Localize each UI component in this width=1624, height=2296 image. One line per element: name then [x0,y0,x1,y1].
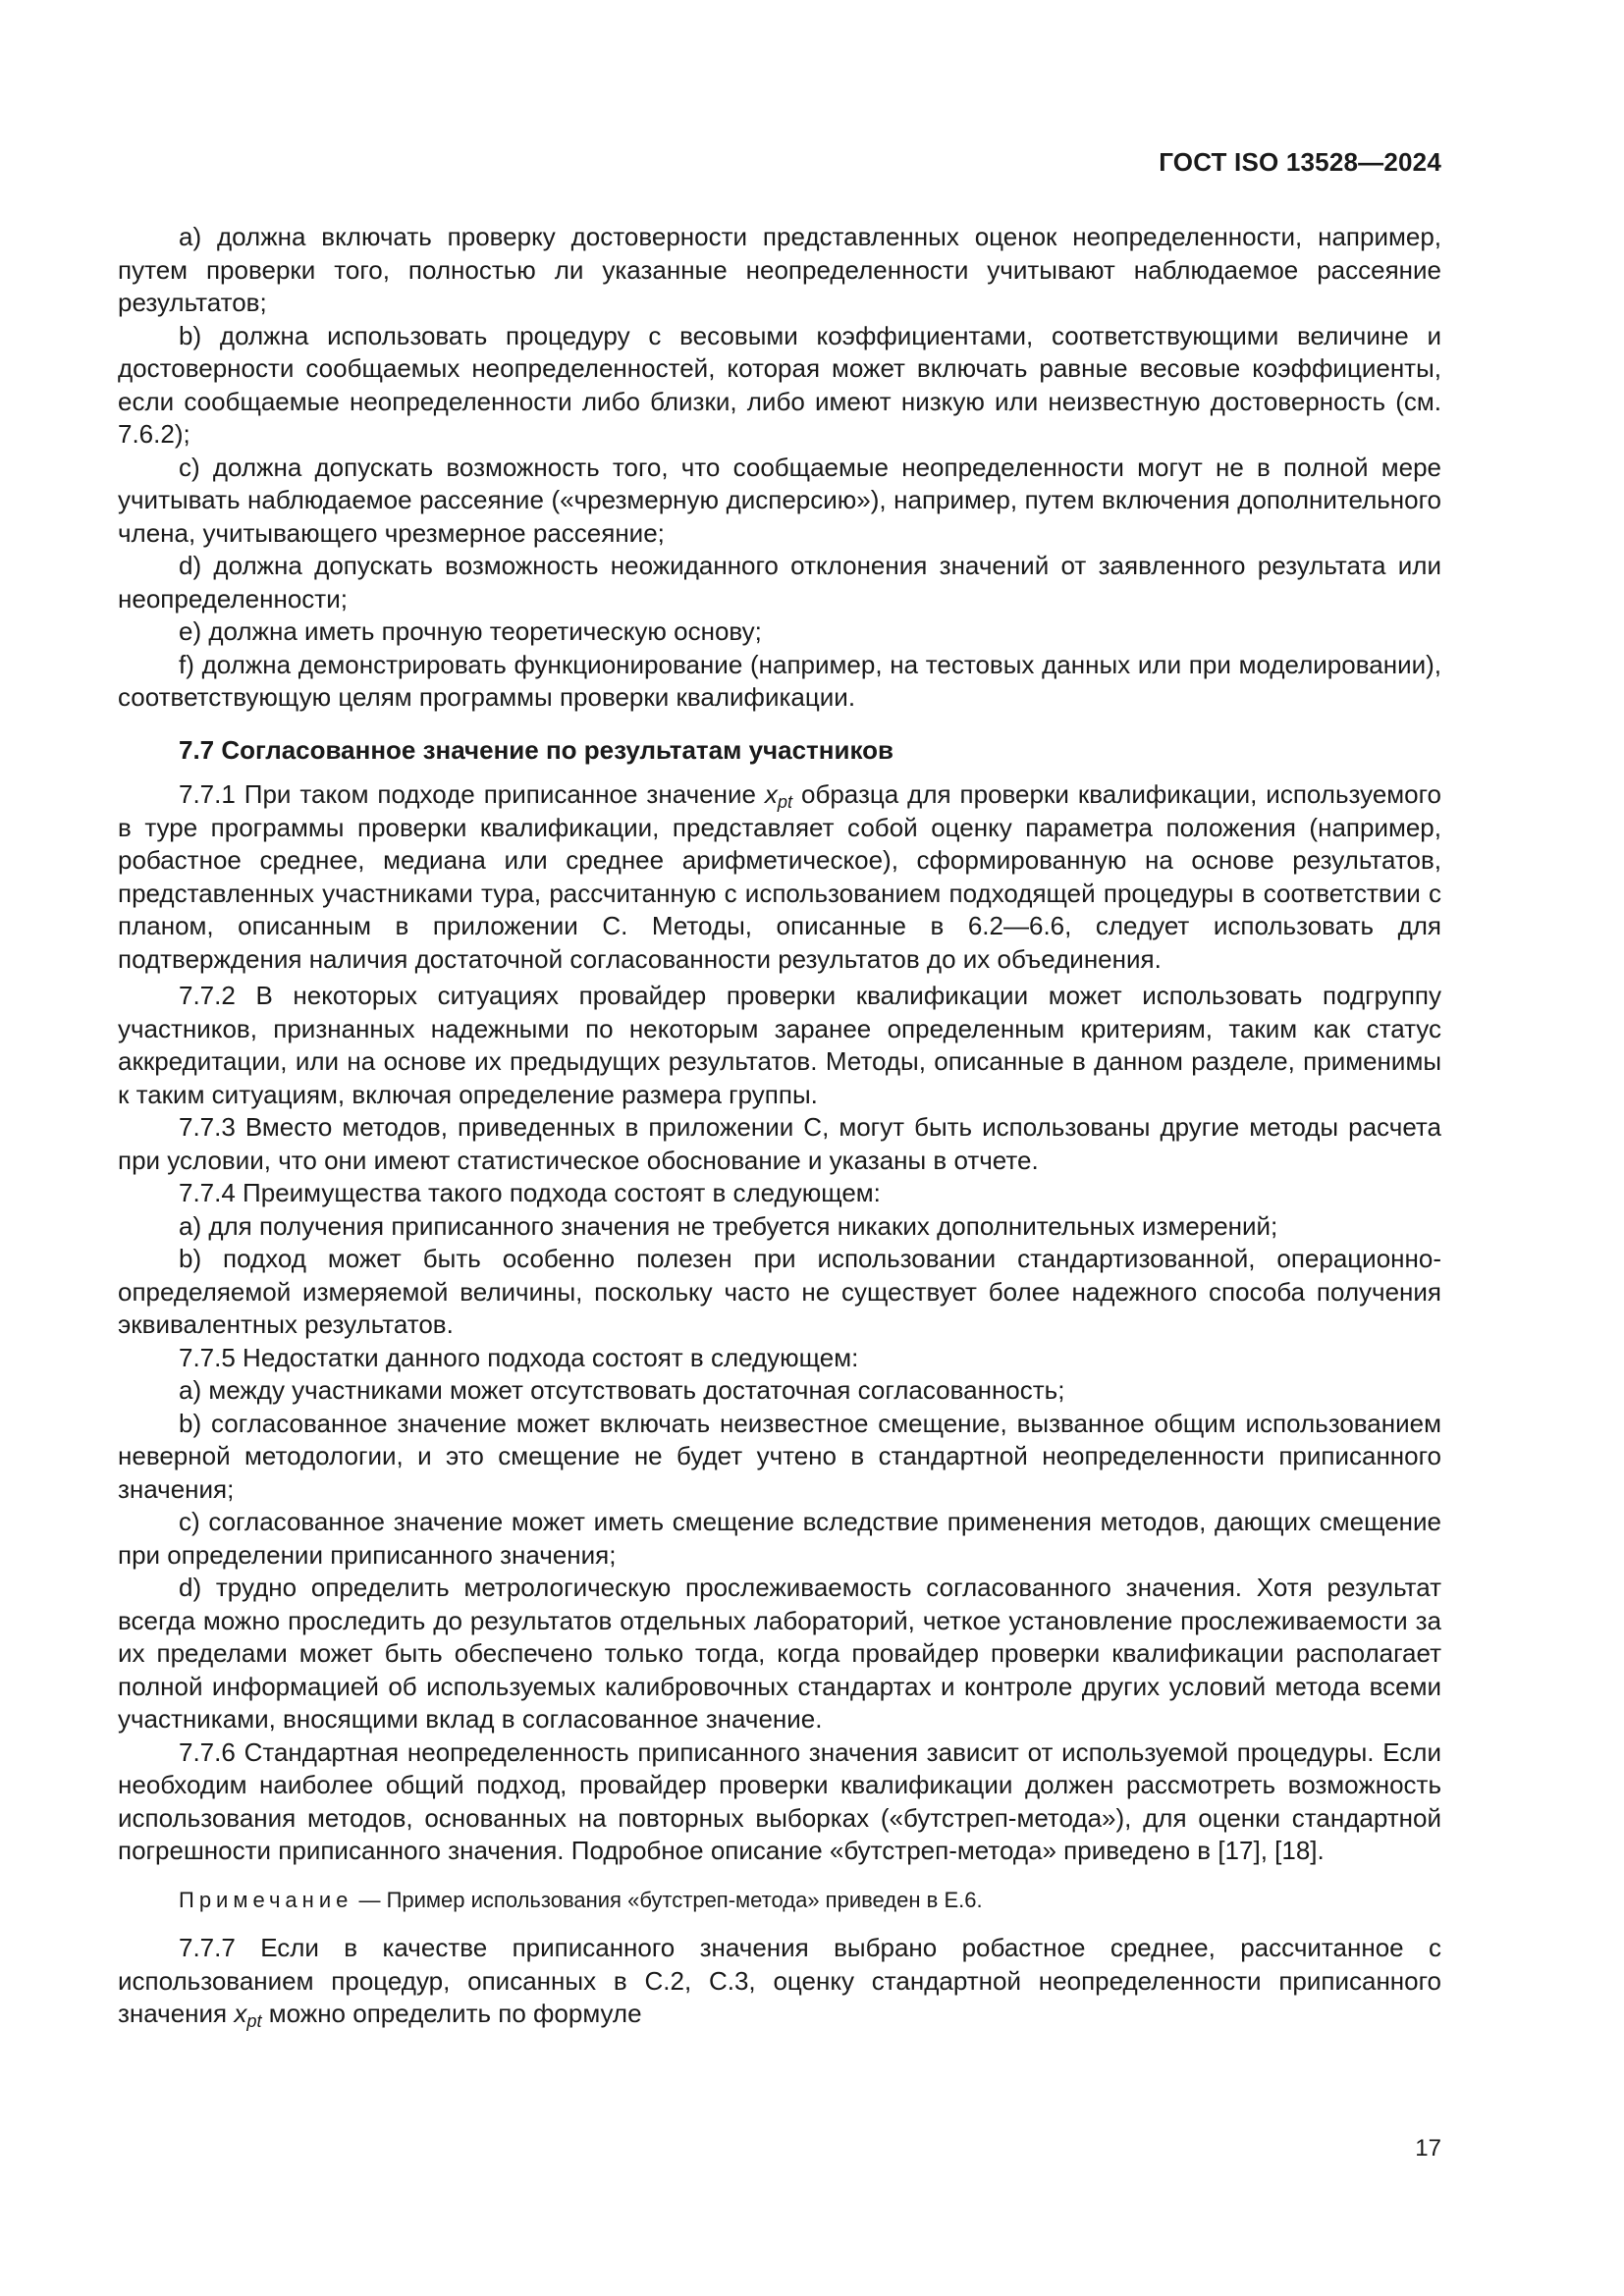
list-item: c) согласованное значение может иметь смещение вследствие применения методов, дающих смещение при определении приписанного значения; [118,1507,1441,1570]
list-item: f) должна демонстрировать функционирование (например, на тестовых данных или при моделировании), соответствующую целям программы проверки квалификации. [118,649,1441,712]
paragraph-text: образца для проверки квалификации, используемого в туре программы проверки квалификации, представляет собой оценку параметра положения (например, робастное среднее, медиана или среднее арифметическое), сформированную на основе результатов, представленных участниками тура, рассчитанную с использованием подходящей процедуры в соответствии с планом, описанным в приложении С. Методы, описанные в 6.2—6.6, следует использовать для подтверждения наличия достаточной согласованности результатов до их объединения. [118,779,1442,974]
variable-subscript: pt [246,2011,262,2031]
list-item: b) согласованное значение может включать неизвестное смещение, вызванное общим использованием неверной методологии, и это смещение не будет учтено в стандартной неопределенности приписанного значения; [118,1408,1441,1504]
note [118,1884,1441,1917]
paragraph-text: можно определить по формуле [261,1999,642,2028]
list-item: c) должна допускать возможность того, что сообщаемые неопределенности могут не в полной мере учитывать наблюдаемое рассеяние («чрезмерную дисперсию»), например, путем включения дополнительного члена, учитывающего чрезмерное рассеяние; [118,452,1441,548]
paragraph-7-7-5: 7.7.5 Недостатки данного подхода состоят в следующем: [179,1342,859,1372]
paragraph-text: 7.7.1 При таком подходе приписанное значение [179,779,765,809]
paragraph-7-7-6: 7.7.6 Стандартная неопределенность приписанного значения зависит от используемой процедуры. Если необходим наиболее общий подход, провайдер проверки квалификации должен рассмотреть возможность использования методов, основанных на повторных выборках («бутстреп-метода»), для оценки стандартной погрешности приписанного значения. Подробное описание «бутстреп-метода» приведено в [17], [18]. [118,1736,1441,1865]
list-item: d) должна допускать возможность неожиданного отклонения значений от заявленного результата или неопределенности; [118,551,1441,614]
list-item: a) должна включать проверку достоверности представленных оценок неопределенности, например, путем проверки того, полностью ли указанные неопределенности учитывают наблюдаемое рассеяние результатов; [118,222,1441,317]
list-item: d) трудно определить метрологическую прослеживаемость согласованного значения. Хотя результат всегда можно проследить до результатов отдельных лабораторий, четкое установление прослеживаемости за их пределами может быть обеспечено только тогда, когда провайдер проверки квалификации располагает полной информацией об используемых калибровочных стандартах и контроле других условий метода всеми участниками, вносящими вклад в согласованное значение. [118,1573,1441,1734]
list-item: b) подход может быть особенно полезен при использовании стандартизованной, операционно-определяемой измеряемой величины, поскольку часто не существует более надежного способа получения эквивалентных результатов. [118,1244,1441,1339]
paragraph-7-7-2: 7.7.2 В некоторых ситуациях провайдер проверки квалификации может использовать подгруппу участников, признанных надежными по некоторым заранее определенным критериям, таким как статус аккредитации, или на основе их предыдущих результатов. Методы, описанные в данном разделе, применимы к таким ситуациям, включая определение размера группы. [118,981,1441,1109]
variable-subscript: pt [777,792,793,812]
note-label: Примечание [179,1887,353,1912]
paragraph-7-7-7 [118,1932,1441,2031]
variable-symbol: x [764,779,778,809]
paragraph-text: 7.7.7 Если в качестве приписанного значения выбрано робастное среднее, рассчитанное с использованием процедур, описанных в С.2, С.3, оценку стандартной неопределенности приписанного значения [118,1933,1441,2028]
section-heading: 7.7 Согласованное значение по результатам участников [179,734,893,765]
list-item: b) должна использовать процедуру с весовыми коэффициентами, соответствующими величине и достоверности сообщаемых неопределенностей, которая может включать равные весовые коэффициенты, если сообщаемые неопределенности либо близки, либо имеют низкую или неизвестную достоверность (см. 7.6.2); [118,320,1441,449]
list-item: a) для получения приписанного значения не требуется никаких дополнительных измерений; [179,1210,1278,1241]
paragraph-7-7-4: 7.7.4 Преимущества такого подхода состоят в следующем: [179,1178,881,1207]
paragraph-7-7-1 [118,778,1441,976]
paragraph-7-7-3: 7.7.3 Вместо методов, приведенных в приложении С, могут быть использованы другие методы расчета при условии, что они имеют статистическое обоснование и указаны в отчете. [118,1112,1441,1175]
page-number: 17 [1415,2135,1441,2162]
document-header: ГОСТ ISO 13528—2024 [1159,147,1441,177]
list-item: a) между участниками может отсутствовать достаточная согласованность; [179,1375,1065,1405]
variable-symbol: x [234,1999,247,2028]
document-body [118,221,1441,2031]
list-item: e) должна иметь прочную теоретическую основу; [179,616,762,646]
note-text: — Пример использования «бутстреп-метода» приведен в Е.6. [352,1887,983,1912]
document-page [118,0,1441,2296]
